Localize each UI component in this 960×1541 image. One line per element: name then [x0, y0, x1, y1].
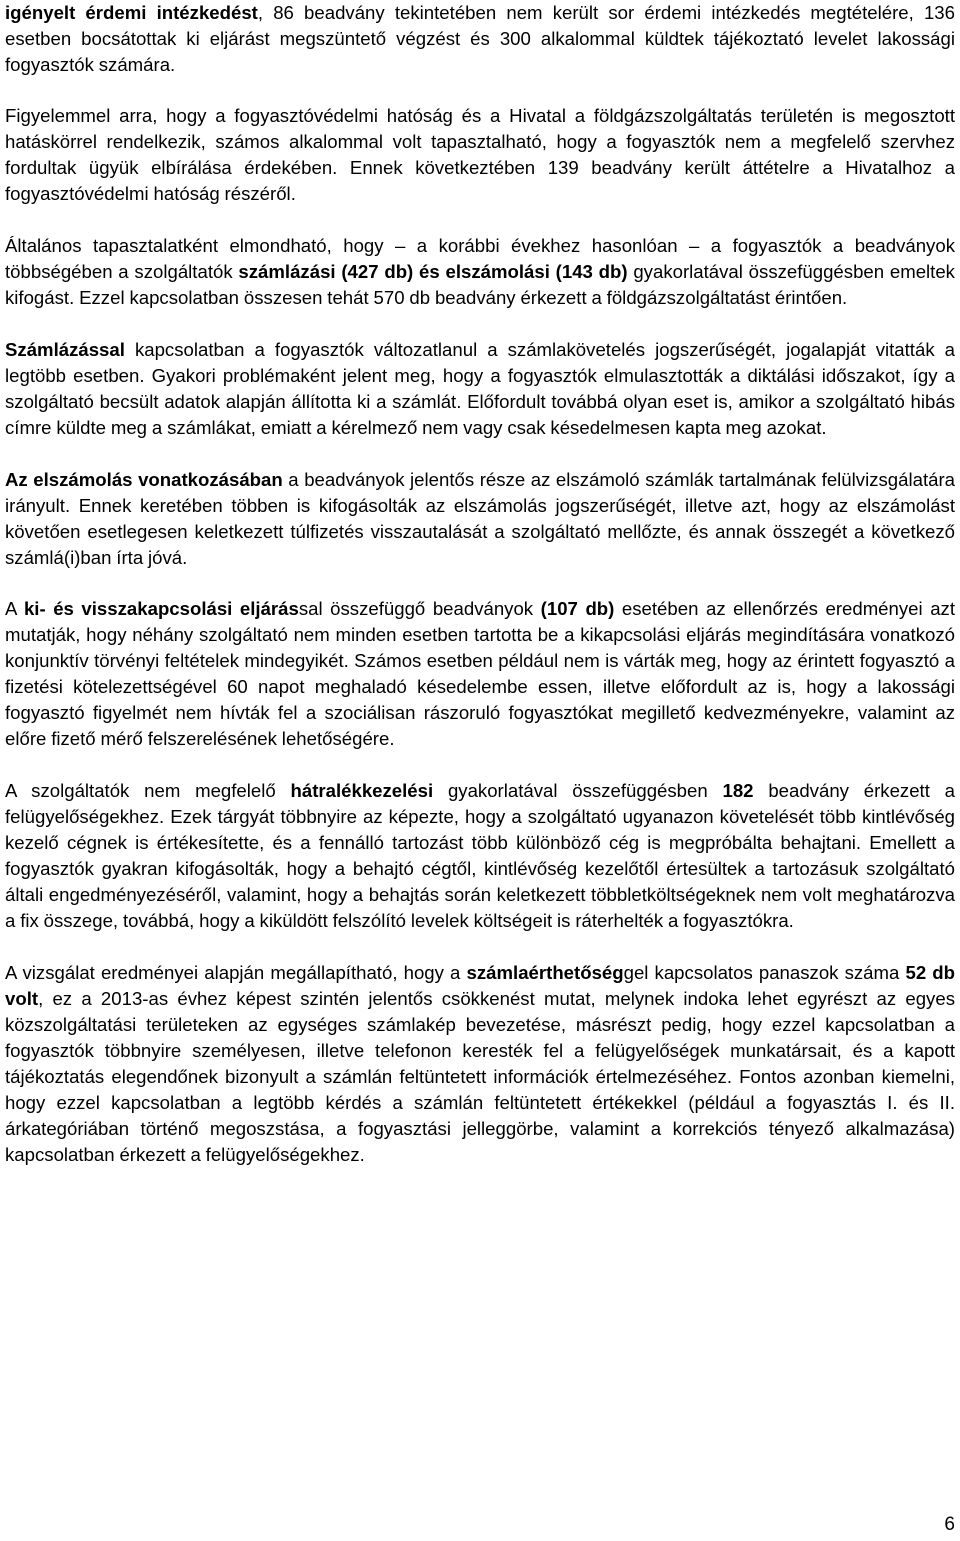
- bold-text-run: igényelt érdemi intézkedést: [5, 2, 258, 23]
- text-run: esetében az ellenőrzés eredményei azt mutatják, hogy néhány szolgáltató nem minden esetben tartotta be a kikapcsolási eljárás megindítására vonatkozó konjunktív törvényi feltételek mindegyikét. Számos esetben például nem is várták meg, hogy az érintett fogyasztó a fizetési kötelezettségével 60 napot meghaladó késedelembe essen, illetve előfordult az is, hogy a lakossági fogyasztó figyelmét nem hívták fel a szociálisan rászoruló fogyasztókat megillető kedvezményekre, valamint az előre fizető mérő felszerelésének lehetőségére.: [5, 598, 955, 749]
- bold-text-run: hátralékkezelési: [290, 780, 434, 801]
- paragraph-4: [5, 337, 955, 441]
- paragraph-8: [5, 960, 955, 1168]
- text-run: kapcsolatban a fogyasztók változatlanul a számlakövetelés jogszerűségét, jogalapját vitatták a legtöbb esetben. Gyakori problémaként jelent meg, hogy a fogyasztók elmulasztották a diktálási időszakot, így a szolgáltató becsült adatok alapján állította ki a számlát. Előfordult továbbá olyan eset is, amikor a szolgáltató hibás címre küldte meg a számlákat, emiatt a kérelmező nem vagy csak késedelmesen kapta meg azokat.: [5, 339, 955, 438]
- paragraph-3: [5, 233, 955, 311]
- bold-text-run: számlázási (427 db) és elszámolási (143 db): [238, 261, 628, 282]
- text-run: gyakorlatával összefüggésben: [433, 780, 723, 801]
- bold-text-run: 182: [722, 780, 754, 801]
- text-run: a beadványok jelentős része az elszámoló számlák tartalmának felülvizsgálatára irányult. Ennek keretében többen is kifogásolták az elszámolás jogszerűségét, illetve azt, hogy az elszámolást követően esetlegesen keletkezett túlfizetés visszautalását a szolgáltató mellőzte, és annak összegét a következő számlá(i)ban írta jóvá.: [5, 469, 955, 568]
- paragraph-1: [5, 0, 955, 78]
- text-run: Figyelemmel arra, hogy a fogyasztóvédelmi hatóság és a Hivatal a földgázszolgáltatás területén is megosztott hatáskörrel rendelkezik, számos alkalommal volt tapasztalható, hogy a fogyasztók nem a megfelelő szervhez fordultak ügyük elbírálása érdekében. Ennek következtében 139 beadvány került áttételre a Hivatalhoz a fogyasztóvédelmi hatóság részéről.: [5, 105, 955, 204]
- document-page: [5, 0, 955, 1168]
- bold-text-run: Az elszámolás vonatkozásában: [5, 469, 283, 490]
- text-run: , 86 beadvány tekintetében nem került sor érdemi intézkedés megtételére, 136 esetben bocsátottak ki eljárást megszüntető végzést és 300 alkalommal küldtek tájékoztató levelet lakossági fogyasztók számára.: [5, 2, 955, 75]
- text-run: gel kapcsolatos panaszok száma: [623, 962, 906, 983]
- bold-text-run: Számlázással: [5, 339, 125, 360]
- bold-text-run: ki- és visszakapcsolási eljárás: [23, 598, 299, 619]
- text-run: beadvány érkezett a felügyelőségekhez. Ezek tárgyát többnyire az képezte, hogy a szolgáltató ugyanazon követelését több kintlévőség kezelő cégnek is értékesítette, és a fennálló tartozást több különböző cég is megpróbálta behajtani. Emellett a fogyasztók gyakran kifogásolták, hogy a behajtó cégtől, kintlévőség kezelőtől értesültek a tartozásuk szolgáltató általi engedményezéséről, valamint, hogy a behajtás során keletkezett többletköltségeknek nem volt meghatározva a fix összege, továbbá, hogy a kiküldött felszólító levelek költségeit is ráterhelték a fogyasztókra.: [5, 780, 956, 931]
- bold-text-run: számlaérthetőség: [466, 962, 624, 983]
- text-run: A szolgáltatók nem megfelelő: [5, 780, 291, 801]
- bold-text-run: 52 db volt: [5, 962, 956, 1009]
- page-number: 6: [944, 1514, 955, 1535]
- text-run: sal összefüggő beadványok: [298, 598, 541, 619]
- text-run: Általános tapasztalatként elmondható, hogy – a korábbi évekhez hasonlóan – a fogyasztók a beadványok többségében a szolgáltatók: [5, 235, 955, 282]
- text-run: A vizsgálat eredményei alapján megállapítható, hogy a: [5, 962, 467, 983]
- paragraph-5: [5, 467, 955, 571]
- text-run: gyakorlatával összefüggésben emeltek kifogást. Ezzel kapcsolatban összesen tehát 570 db beadvány érkezett a földgázszolgáltatást érintően.: [5, 261, 955, 308]
- bold-text-run: (107 db): [540, 598, 615, 619]
- paragraph-7: [5, 778, 955, 934]
- text-run: A: [5, 598, 24, 619]
- paragraph-6: [5, 596, 955, 752]
- text-run: , ez a 2013-as évhez képest szintén jelentős csökkenést mutat, melynek indoka lehet egyrészt az egyes közszolgáltatási területeken az egységes számlakép bevezetése, másrészt pedig, hogy ezzel kapcsolatban a fogyasztók többnyire személyesen, illetve telefonon keresték fel a felügyelőségek munkatársait, és a kapott tájékoztatás elegendőnek bizonyult a számlán feltüntetett információk értelmezéséhez. Fontos azonban kiemelni, hogy ezzel kapcsolatban a legtöbb kérdés a számlán feltüntetett értékekkel (például a fogyasztás I. és II. árkategóriában történő megoszstása, a fogyasztási jelleggörbe, valamint a korrekciós tényező alkalmazása) kapcsolatban érkezett a felügyelőségekhez.: [5, 988, 955, 1165]
- paragraph-2: [5, 103, 955, 207]
